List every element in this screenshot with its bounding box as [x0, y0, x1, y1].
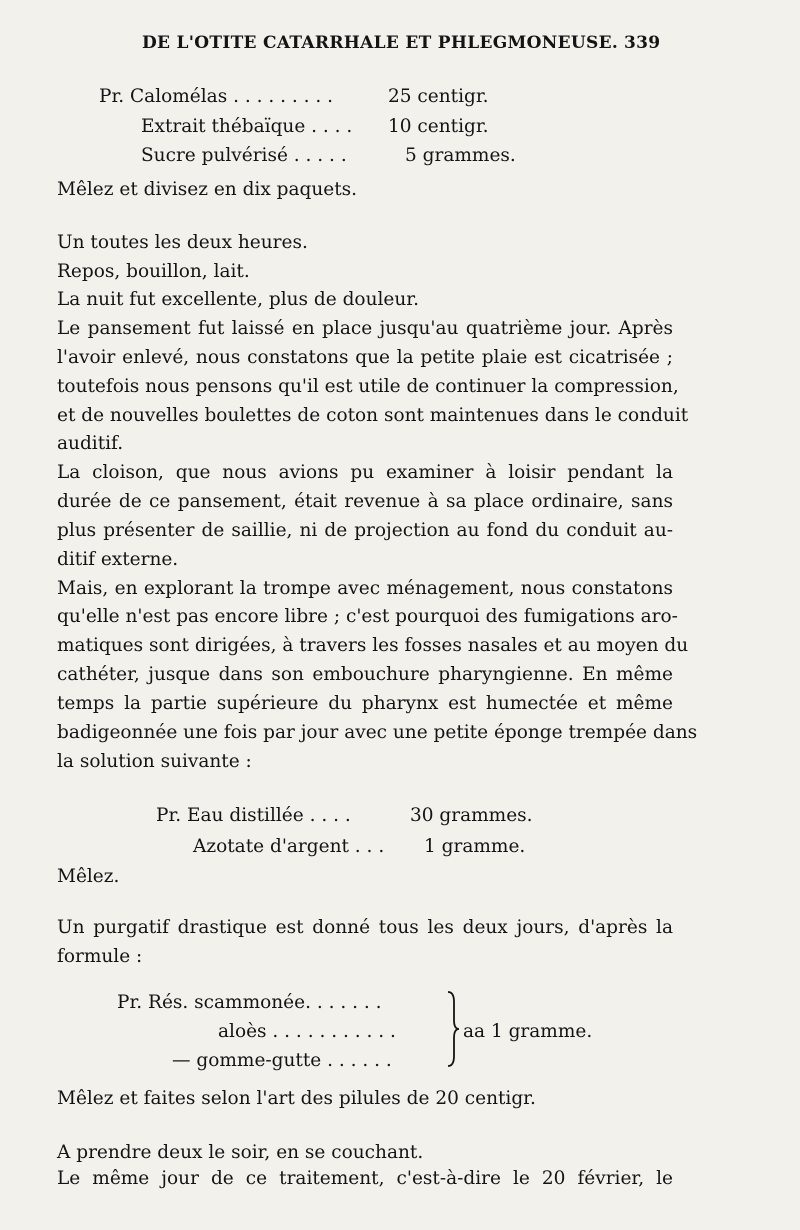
text-line: la solution suivante :	[57, 751, 252, 772]
text-line: Le même jour de ce traitement, c'est-à-dire le 20 février, le	[57, 1168, 673, 1189]
text-line: formule :	[57, 946, 143, 967]
text-line: Un purgatif drastique est donné tous les deux jours, d'après la	[57, 917, 673, 938]
brace-icon	[446, 990, 460, 1068]
text-line: matiques sont dirigées, à travers les fosses nasales et au moyen du	[57, 635, 689, 656]
text-line: A prendre deux le soir, en se couchant.	[57, 1142, 424, 1163]
recipe-quantity: aa 1 gramme.	[463, 1021, 593, 1042]
text-line: Mêlez.	[57, 866, 120, 887]
text-line: auditif.	[57, 433, 124, 454]
running-header	[0, 33, 800, 59]
text-line: Mêlez et faites selon l'art des pilules de 20 centigr.	[57, 1088, 536, 1109]
text-line: ditif externe.	[57, 549, 179, 570]
text-line: l'avoir enlevé, nous constatons que la petite plaie est cicatrisée ;	[57, 347, 673, 368]
recipe-quantity: 30 grammes.	[410, 805, 533, 826]
text-line: et de nouvelles boulettes de coton sont maintenues dans le conduit	[57, 405, 689, 426]
recipe-ingredient: aloès . . . . . . . . . . .	[218, 1021, 396, 1042]
page-number: 339	[624, 33, 661, 53]
recipe-ingredient: Azotate d'argent . . .	[193, 836, 385, 857]
running-title: DE L'OTITE CATARRHALE ET PHLEGMONEUSE.	[142, 33, 619, 53]
text-line: Repos, bouillon, lait.	[57, 261, 250, 282]
recipe-quantity: 1 gramme.	[424, 836, 526, 857]
text-line: La cloison, que nous avions pu examiner à loisir pendant la	[57, 462, 673, 483]
text-line: cathéter, jusque dans son embouchure pharyngienne. En même	[57, 664, 673, 685]
text-line: durée de ce pansement, était revenue à sa place ordinaire, sans	[57, 491, 673, 512]
recipe-ingredient: Sucre pulvérisé . . . . .	[141, 145, 347, 166]
text-line: badigeonnée une fois par jour avec une petite éponge trempée dans	[57, 722, 698, 743]
recipe-ingredient: Pr. Rés. scammonée. . . . . . .	[117, 992, 382, 1013]
text-line: Un toutes les deux heures.	[57, 232, 308, 253]
recipe-ingredient: Extrait thébaïque . . . .	[141, 116, 353, 137]
text-line: La nuit fut excellente, plus de douleur.	[57, 289, 419, 310]
recipe-quantity: 5 grammes.	[405, 145, 516, 166]
recipe-ingredient: — gommе-gutte . . . . . .	[172, 1050, 392, 1071]
text-line: Le pansement fut laissé en place jusqu'au quatrième jour. Après	[57, 318, 673, 339]
text-line: Mais, en explorant la trompe avec ménagement, nous constatons	[57, 578, 673, 599]
text-line: qu'elle n'est pas encore libre ; c'est pourquoi des fumigations aro-	[57, 606, 678, 627]
recipe-quantity: 10 centigr.	[388, 116, 489, 137]
recipe-quantity: 25 centigr.	[388, 86, 489, 107]
text-line: toutefois nous pensons qu'il est utile de continuer la compression,	[57, 376, 679, 397]
text-line: temps la partie supérieure du pharynx est humectée et même	[57, 693, 673, 714]
text-line: plus présenter de saillie, ni de projection au fond du conduit au-	[57, 520, 673, 541]
recipe-ingredient: Pr. Calomélas . . . . . . . . .	[99, 86, 334, 107]
text-line: Mêlez et divisez en dix paquets.	[57, 179, 358, 200]
recipe-ingredient: Pr. Eau distillée . . . .	[156, 805, 351, 826]
